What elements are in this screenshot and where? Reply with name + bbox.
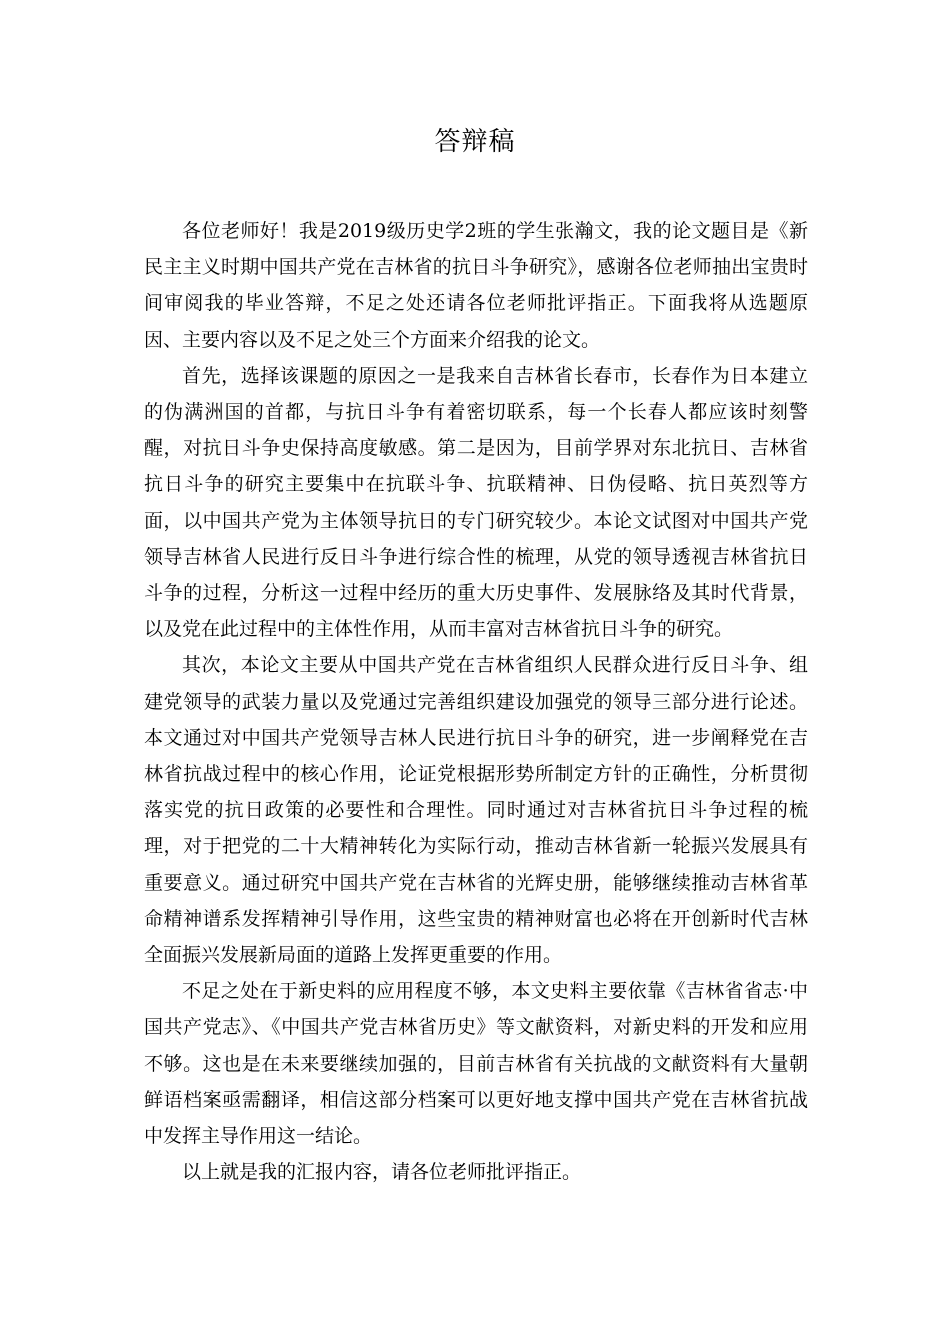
document-title: 答辩稿 xyxy=(434,127,516,157)
paragraph-shortcomings: 不足之处在于新史料的应用程度不够，本文史料主要依靠《吉林省省志·中国共产党志》、《中国共产党吉林省历史》等文献资料，对新史料的开发和应用不够。这也是在未来要继续加强的，目前吉林省有关抗战的文献资料有大量朝鲜语档案亟需翻译，相信这部分档案可以更好地支撑中国共产党在吉林省抗战中发挥主导作用这一结论。 xyxy=(144,980,808,1148)
paragraph-main-content: 其次，本论文主要从中国共产党在吉林省组织人民群众进行反日斗争、组建党领导的武装力量以及党通过完善组织建设加强党的领导三部分进行论述。本文通过对中国共产党领导吉林人民进行抗日斗争的研究，进一步阐释党在吉林省抗战过程中的核心作用，论证党根据形势所制定方针的正确性，分析贯彻落实党的抗日政策的必要性和合理性。同时通过对吉林省抗日斗争过程的梳理，对于把党的二十大精神转化为实际行动，推动吉林省新一轮振兴发展具有重要意义。通过研究中国共产党在吉林省的光辉史册，能够继续推动吉林省革命精神谱系发挥精神引导作用，这些宝贵的精神财富也必将在开创新时代吉林全面振兴发展新局面的道路上发挥更重要的作用。 xyxy=(144,654,808,967)
document-body xyxy=(144,213,808,1190)
paragraph-closing: 以上就是我的汇报内容，请各位老师批评指正。 xyxy=(182,1161,582,1184)
paragraph-greeting: 各位老师好！我是2019级历史学2班的学生张瀚文，我的论文题目是《新民主主义时期中国共产党在吉林省的抗日斗争研究》，感谢各位老师抽出宝贵时间审阅我的毕业答辩，不足之处还请各位老师批评指正。下面我将从选题原因、主要内容以及不足之处三个方面来介绍我的论文。 xyxy=(144,220,808,351)
paragraph-topic-reasons: 首先，选择该课题的原因之一是我来自吉林省长春市，长春作为日本建立的伪满洲国的首都，与抗日斗争有着密切联系，每一个长春人都应该时刻警醒，对抗日斗争史保持高度敏感。第二是因为，目前学界对东北抗日、吉林省抗日斗争的研究主要集中在抗联斗争、抗联精神、日伪侵略、抗日英烈等方面，以中国共产党为主体领导抗日的专门研究较少。本论文试图对中国共产党领导吉林省人民进行反日斗争进行综合性的梳理，从党的领导透视吉林省抗日斗争的过程，分析这一过程中经历的重大历史事件、发展脉络及其时代背景，以及党在此过程中的主体性作用，从而丰富对吉林省抗日斗争的研究。 xyxy=(144,364,808,641)
